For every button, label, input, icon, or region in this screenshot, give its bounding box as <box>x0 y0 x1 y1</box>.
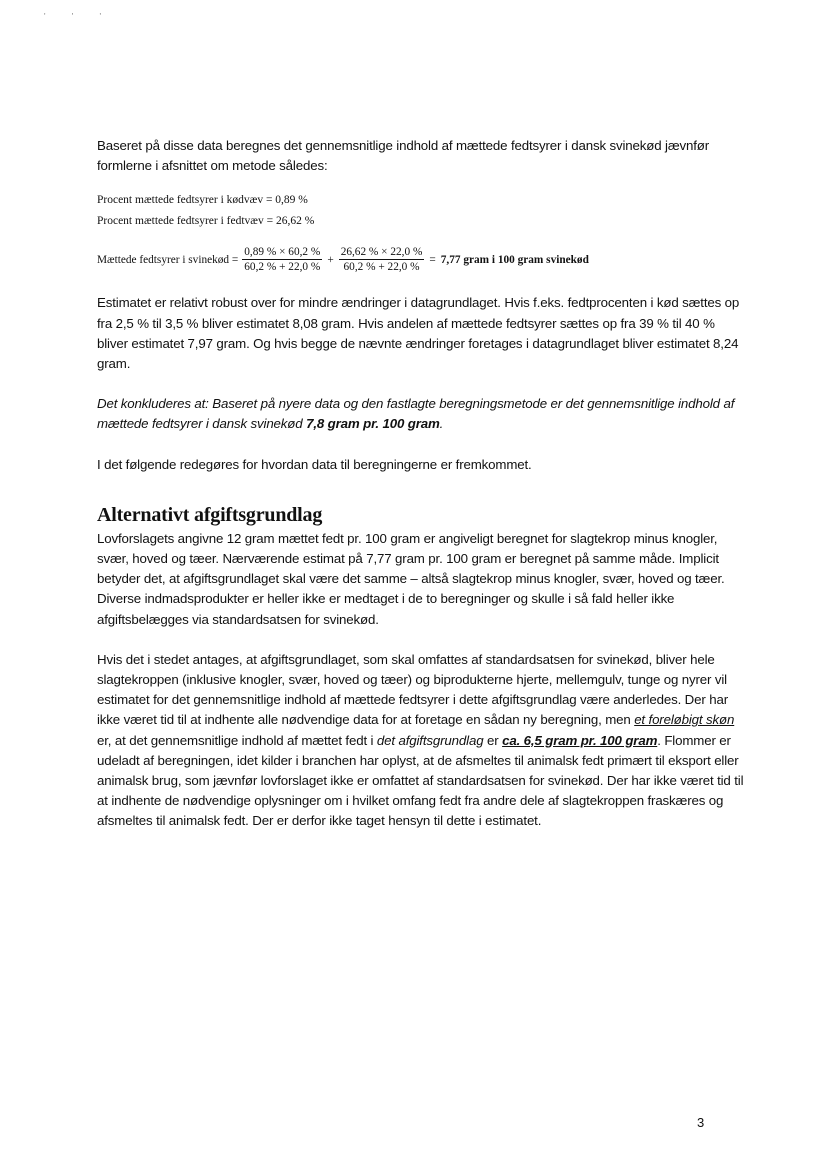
scan-marks: ' ' ' <box>44 12 114 21</box>
page-content <box>97 136 747 832</box>
para2-part-a: Hvis det i stedet antages, at afgiftsgrundlaget, som skal omfattes af standardsatsen for svinekød, bliver hele slagtekroppen (inklusive knogler, svær, hoved og tæer) og biprodukterne hjerte, mellemgulv, tunge og nyrer vil estimatet for det gennemsnitlige indhold af mættede fedtsyrer i dette afgiftsgrundlag være anderledes. Der har ikke været tid til at indhente alle nødvendige data for at foretage en sådan ny beregning, men <box>97 651 728 728</box>
para2-part-d: det afgiftsgrundlag <box>376 732 484 748</box>
plus-sign: + <box>327 253 334 266</box>
section-paragraph-2 <box>97 650 747 832</box>
fraction-1-denominator: 60,2 % + 22,0 % <box>244 261 321 274</box>
preliminary-estimate-link: et foreløbigt skøn <box>634 712 735 728</box>
equation-lhs: Mættede fedtsyrer i svinekød = <box>97 253 239 266</box>
conclusion-text: Det konkluderes at: Baseret på nyere data og den fastlagte beregningsmetode er det gennemsnitlige indhold af mættede fedtsyrer i dansk svinekød <box>97 396 735 432</box>
conclusion-value: 7,8 gram pr. 100 gram <box>306 416 440 432</box>
section-heading: Alternativt afgiftsgrundlag <box>97 503 323 526</box>
para2-part-c: er, at det gennemsnitlige indhold af mættet fedt i <box>97 732 377 748</box>
page-number: 3 <box>697 1115 705 1130</box>
conclusion-paragraph <box>97 394 747 434</box>
fraction-1 <box>242 246 322 273</box>
formula-block <box>97 190 747 232</box>
intro-paragraph: Baseret på disse data beregnes det gennemsnitlige indhold af mættede fedtsyrer i dansk svinekød jævnfør formlerne i afsnittet om metode således: <box>97 138 710 174</box>
para2-part-e: er <box>483 732 503 748</box>
fraction-2-denominator: 60,2 % + 22,0 % <box>343 261 420 274</box>
formula-fat: Procent mættede fedtsyrer i fedtvæv = 26,62 % <box>97 215 315 228</box>
para2-part-g: . Flommer er udeladt af beregningen, idet kilder i branchen har oplyst, at de afsmeltes til animalsk fedt primært til eksport eller animalsk brug, som jævnfør lovforslaget ikke er omfattet af standardsatsen for svinekød. Der har ikke været tid til at indhente de nødvendige oplysninger om i hvilket omfang fedt fra andre dele af slagtekroppen fraskæres og afsmeltes til animalsk fedt. Der er derfor ikke taget hensyn til dette i estimatet. <box>97 732 744 829</box>
fraction-1-numerator: 0,89 % × 60,2 % <box>244 246 321 259</box>
estimate-value: ca. 6,5 gram pr. 100 gram <box>502 732 658 748</box>
equals-sign: = <box>429 253 436 266</box>
formula-meat: Procent mættede fedtsyrer i kødvæv = 0,89 % <box>97 194 308 207</box>
section-paragraph-1: Lovforslagets angivne 12 gram mættet fedt pr. 100 gram er angiveligt beregnet for slagtekrop minus knogler, svær, hoved og tæer. Nærværende estimat på 7,77 gram pr. 100 gram er beregnet på samme måde. Implicit betyder det, at afgiftsgrundlaget skal være det samme – altså slagtekrop minus knogler, svær, hoved og tæer. Diverse indmadsprodukter er heller ikke er medtaget i de to beregninger og skulle i så fald heller ikke afgiftsbelægges via standardsatsen for svinekød. <box>97 530 725 627</box>
equation-result: 7,77 gram i 100 gram svinekød <box>440 253 589 266</box>
conclusion-end: . <box>439 416 444 432</box>
robustness-paragraph: Estimatet er relativt robust over for mindre ændringer i datagrundlaget. Hvis f.eks. fedtprocenten i kød sættes op fra 2,5 % til 3,5 % bliver estimatet 8,08 gram. Hvis andelen af mættede fedtsyrer sættes op fra 39 % til 40 % bliver estimatet 7,97 gram. Og hvis begge de nævnte ændringer foretages i datagrundlaget bliver estimatet 8,24 gram. <box>97 295 740 372</box>
equation <box>97 246 747 273</box>
fraction-2 <box>339 246 425 273</box>
following-paragraph: I det følgende redegøres for hvordan data til beregningerne er fremkommet. <box>97 456 532 472</box>
fraction-2-numerator: 26,62 % × 22,0 % <box>340 246 423 259</box>
